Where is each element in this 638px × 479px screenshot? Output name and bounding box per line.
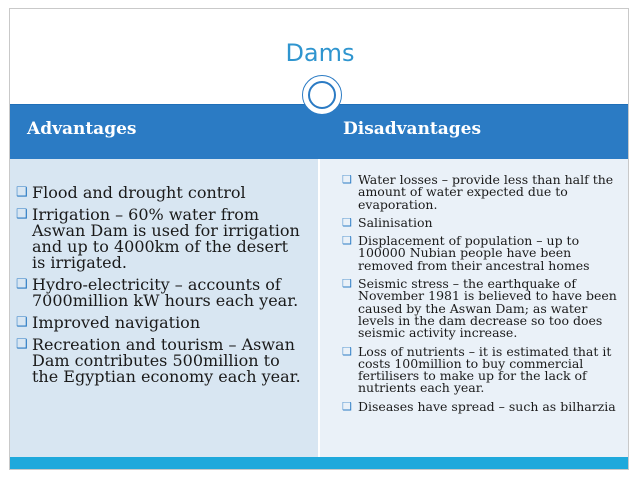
list-item xyxy=(14,337,304,385)
bullet-icon: ❑ xyxy=(16,185,28,200)
disadvantages-column xyxy=(320,159,628,457)
disadvantage-text: Diseases have spread – such as bilharzia xyxy=(358,398,616,414)
disadvantages-header: Disadvantages xyxy=(343,119,482,139)
list-item xyxy=(340,343,622,396)
advantage-text: Hydro-electricity – accounts of 7000million kW hours each year. xyxy=(32,275,299,310)
bullet-icon: ❑ xyxy=(16,277,28,292)
bullet-icon: ❑ xyxy=(16,337,28,352)
bullet-icon: ❑ xyxy=(342,399,352,413)
list-item xyxy=(340,398,622,414)
list-item xyxy=(340,214,622,230)
disadvantage-text: Loss of nutrients – it is estimated that it costs 100million to buy commercial fertilisers to make up for the lack of nutrients each year. xyxy=(358,343,612,396)
advantage-text: Irrigation – 60% water from Aswan Dam is used for irrigation and up to 4000km of the desert is irrigated. xyxy=(32,205,300,272)
list-item xyxy=(14,277,304,309)
list-item xyxy=(14,207,304,271)
bullet-icon: ❑ xyxy=(342,277,352,291)
advantage-text: Flood and drought control xyxy=(32,183,246,202)
slide-title: Dams xyxy=(285,39,355,67)
advantages-column xyxy=(10,159,318,457)
slide-frame xyxy=(9,8,629,470)
disadvantage-text: Salinisation xyxy=(358,214,433,230)
bullet-icon: ❑ xyxy=(16,207,28,222)
advantages-list xyxy=(14,185,304,391)
disadvantage-text: Displacement of population – up to 100000 Nubian people have been removed from their ancestral homes xyxy=(358,233,590,273)
bottom-accent-bar xyxy=(10,457,628,469)
disadvantages-list xyxy=(340,174,622,419)
list-item xyxy=(340,174,622,211)
disadvantage-text: Seismic stress – the earthquake of November 1981 is believed to have been caused by the Aswan Dam; as water levels in the dam decrease so too does seismic activity increase. xyxy=(358,276,617,341)
circle-emblem-ring xyxy=(308,81,336,109)
list-item xyxy=(14,315,304,331)
disadvantage-text: Water losses – provide less than half the amount of water expected due to evaporation. xyxy=(358,172,614,212)
advantage-text: Improved navigation xyxy=(32,313,201,332)
list-item xyxy=(340,235,622,272)
bullet-icon: ❑ xyxy=(342,234,352,248)
advantages-header: Advantages xyxy=(27,119,137,139)
list-item xyxy=(340,278,622,339)
bullet-icon: ❑ xyxy=(16,315,28,330)
bullet-icon: ❑ xyxy=(342,344,352,358)
circle-emblem-icon xyxy=(302,75,342,115)
bullet-icon: ❑ xyxy=(342,215,352,229)
bullet-icon: ❑ xyxy=(342,173,352,186)
advantage-text: Recreation and tourism – Aswan Dam contributes 500million to the Egyptian economy each year. xyxy=(32,335,301,386)
list-item xyxy=(14,185,304,201)
